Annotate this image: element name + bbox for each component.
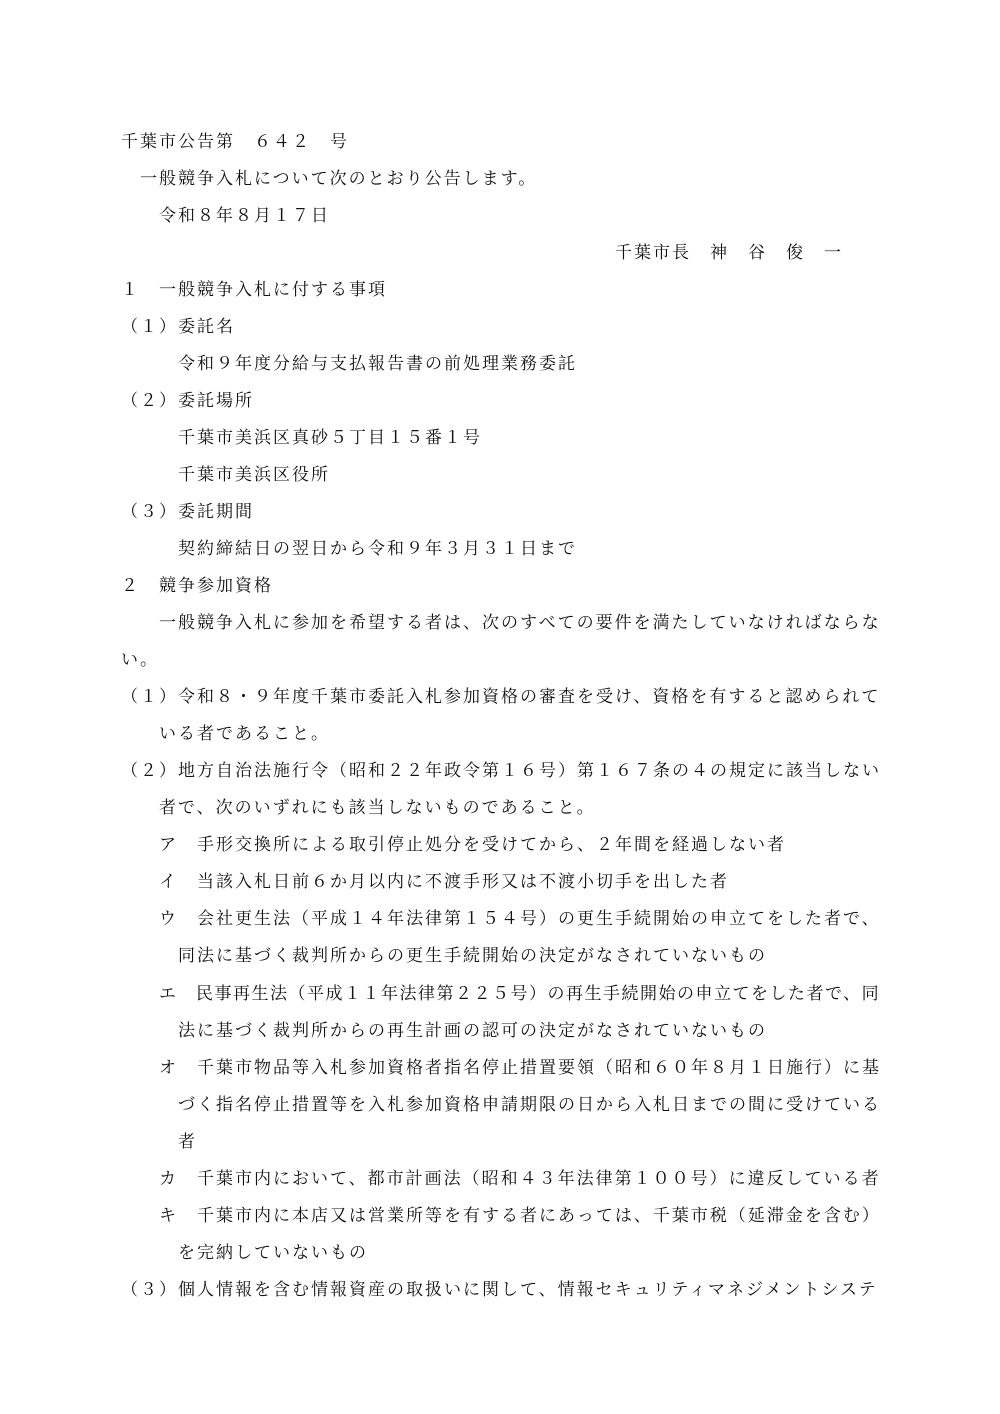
- section2-item1-line2: いる者であること。: [159, 724, 330, 744]
- sub-item-ki-line2: を完納していないもの: [178, 1243, 368, 1263]
- notice-date: 令和８年８月１７日: [159, 206, 330, 226]
- notice-number: 千葉市公告第 ６４２ 号: [121, 132, 349, 152]
- sub-item-e-line2: 法に基づく裁判所からの再生計画の認可の決定がなされていないもの: [178, 1021, 767, 1041]
- sub-item-ka: カ 千葉市内において、都市計画法（昭和４３年法律第１００号）に違反している者: [159, 1169, 881, 1189]
- intro-text: 一般競争入札について次のとおり公告します。: [140, 169, 538, 189]
- sub-item-ki-line1: キ 千葉市内に本店又は営業所等を有する者にあっては、千葉市税（延滞金を含む）: [159, 1206, 881, 1226]
- section1-item3-heading: （３）委託期間: [121, 502, 254, 522]
- section2-item2-line2: 者で、次のいずれにも該当しないものであること。: [159, 798, 596, 818]
- sub-item-i: イ 当該入札日前６か月以内に不渡手形又は不渡小切手を出した者: [159, 872, 729, 892]
- section1-item2-heading: （２）委託場所: [121, 391, 254, 411]
- section2-item3-line1: （３）個人情報を含む情報資産の取扱いに関して、情報セキュリティマネジメントシステ: [121, 1280, 878, 1300]
- section2-heading: ２ 競争参加資格: [121, 576, 273, 596]
- section2-lead-line2: い。: [121, 650, 159, 670]
- section2-item1-line1: （１）令和８・９年度千葉市委託入札参加資格の審査を受け、資格を有すると認められて: [121, 687, 881, 707]
- sub-item-e-line1: エ 民事再生法（平成１１年法律第２２５号）の再生手続開始の申立てをした者で、同: [159, 984, 881, 1004]
- section1-item2-address: 千葉市美浜区真砂５丁目１５番１号: [178, 428, 482, 448]
- sub-item-u-line2: 同法に基づく裁判所からの更生手続開始の決定がなされていないもの: [178, 946, 767, 966]
- section2-item2-line1: （２）地方自治法施行令（昭和２２年政令第１６号）第１６７条の４の規定に該当しない: [121, 761, 881, 781]
- section1-item1-heading: （１）委託名: [121, 317, 235, 337]
- section1-item2-office: 千葉市美浜区役所: [178, 465, 330, 485]
- sub-item-o-line1: オ 千葉市物品等入札参加資格者指名停止措置要領（昭和６０年８月１日施行）に基: [159, 1058, 881, 1078]
- sub-item-o-line3: 者: [178, 1132, 197, 1152]
- section1-heading: １ 一般競争入札に付する事項: [121, 280, 387, 300]
- section1-item3-text: 契約締結日の翌日から令和９年３月３１日まで: [178, 539, 577, 559]
- section2-lead-line1: 一般競争入札に参加を希望する者は、次のすべての要件を満たしていなければならな: [159, 613, 881, 633]
- sub-item-o-line2: づく指名停止措置等を入札参加資格申請期限の日から入札日までの間に受けている: [178, 1095, 881, 1115]
- section1-item1-text: 令和９年度分給与支払報告書の前処理業務委託: [178, 354, 577, 374]
- sub-item-a: ア 手形交換所による取引停止処分を受けてから、２年間を経過しない者: [159, 835, 786, 855]
- issuer-name: 千葉市長 神 谷 俊 一: [615, 243, 843, 263]
- sub-item-u-line1: ウ 会社更生法（平成１４年法律第１５４号）の更生手続開始の申立てをした者で、: [159, 909, 881, 929]
